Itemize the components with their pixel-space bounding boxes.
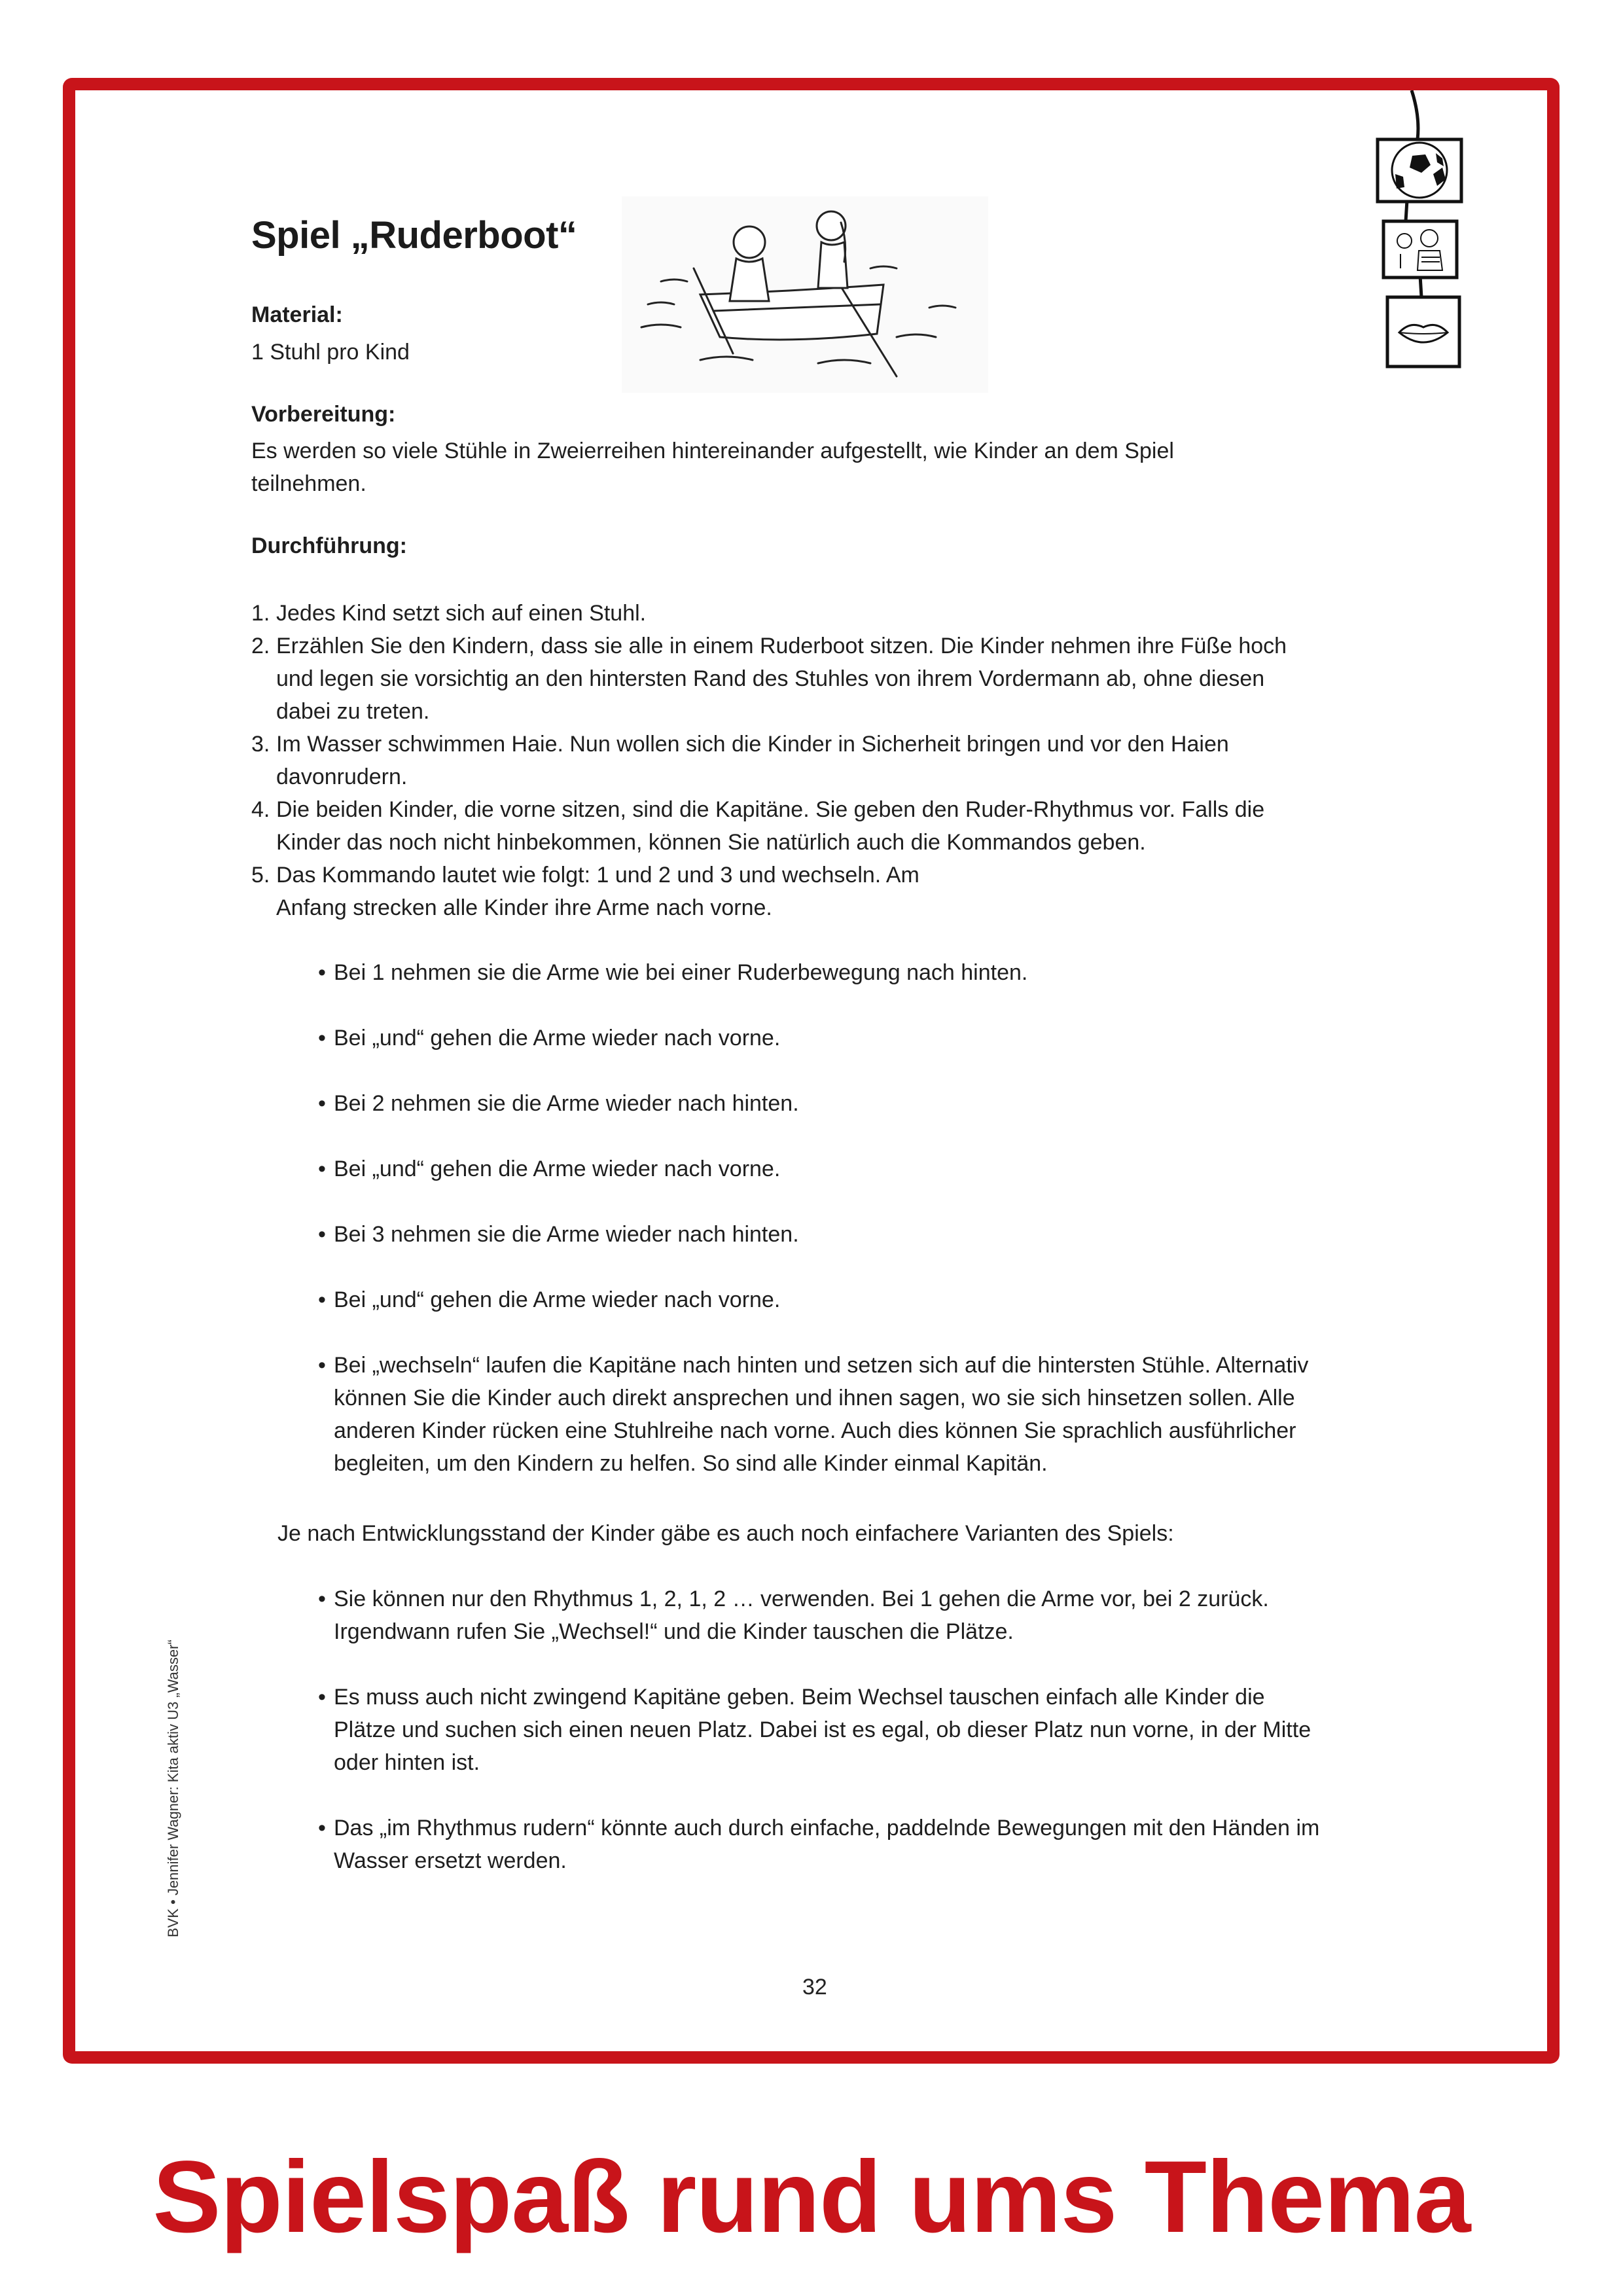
durchfuehrung-heading: Durchführung: (251, 533, 407, 558)
step-item (251, 859, 970, 924)
sidebar-credit: BVK • Jennifer Wagner: Kita aktiv U3 „Wasser“ (165, 1640, 181, 1937)
material-heading: Material: (251, 302, 343, 327)
commands-list (318, 956, 1378, 1480)
step-number: 2. (251, 634, 270, 658)
bullet-icon: • (318, 1816, 326, 1840)
bullet-icon: • (318, 1685, 326, 1710)
command-item (318, 1218, 1378, 1251)
command-item (318, 1153, 1378, 1185)
bullet-icon: • (318, 1026, 326, 1050)
step-text: Erzählen Sie den Kindern, dass sie alle in einem Ruderboot sitzen. Die Kinder nehmen ihre Füße hoch und legen sie vorsichtig an den hintersten Rand des Stuhles von ihrem Vordermann ab, ohne diesen dabei zu treten. (276, 634, 1287, 724)
varianten-intro: Je nach Entwicklungsstand der Kinder gäbe es auch noch einfachere Varianten des Spiels: (277, 1521, 1174, 1546)
variant-item (318, 1681, 1329, 1779)
bullet-icon: • (318, 960, 326, 985)
step-item (251, 793, 1297, 859)
variant-text: Es muss auch nicht zwingend Kapitäne geben. Beim Wechsel tauschen einfach alle Kinder die Plätze und suchen sich einen neuen Platz. Dabei ist es egal, ob dieser Platz nun vorne, in der Mitte oder hinten ist. (334, 1685, 1311, 1775)
bullet-icon: • (318, 1157, 326, 1181)
page-number: 32 (802, 1975, 827, 2000)
lips-icon (1387, 297, 1459, 367)
step-text: Die beiden Kinder, die vorne sitzen, sind die Kapitäne. Sie geben den Ruder-Rhythmus vor. Falls die Kinder das noch nicht hinbekommen, können Sie natürlich auch die Kommandos geben. (276, 797, 1265, 855)
material-text: 1 Stuhl pro Kind (251, 340, 410, 365)
vorbereitung-text: Es werden so viele Stühle in Zweierreihen hintereinander aufgestellt, wie Kinder an dem Spiel teilnehmen. (251, 439, 1174, 496)
bullet-icon: • (318, 1091, 326, 1116)
step-text: Das Kommando lautet wie folgt: 1 und 2 und 3 und wechseln. Am Anfang strecken alle Kinder ihre Arme nach vorne. (276, 863, 919, 920)
command-item (318, 1087, 1378, 1120)
step-number: 5. (251, 863, 270, 888)
steps-list (251, 597, 1351, 924)
bullet-icon: • (318, 1353, 326, 1378)
icon-mobile (1361, 90, 1492, 457)
step-item (251, 597, 1349, 630)
variant-item (318, 1812, 1394, 1877)
page-title: Spiel „Ruderboot“ (251, 214, 577, 257)
step-item (251, 630, 1310, 728)
command-text: Bei „und“ gehen die Arme wieder nach vorne. (334, 1026, 781, 1050)
variant-text: Das „im Rhythmus rudern“ könnte auch durch einfache, paddelnde Bewegungen mit den Händen im Wasser ersetzt werden. (334, 1816, 1320, 1873)
command-text: Bei 3 nehmen sie die Arme wieder nach hinten. (334, 1222, 799, 1247)
children-playing-icon (1383, 221, 1457, 278)
bullet-icon: • (318, 1587, 326, 1611)
step-number: 3. (251, 732, 270, 757)
step-text: Jedes Kind setzt sich auf einen Stuhl. (276, 601, 647, 626)
step-number: 1. (251, 601, 270, 626)
command-item (318, 1283, 1378, 1316)
command-text: Bei „wechseln“ laufen die Kapitäne nach hinten und setzen sich auf die hintersten Stühle. Alternativ können Sie die Kinder auch direkt ansprechen und ihnen sagen, wo sie sich hinsetzen sollen. Alle anderen Kinder rücken eine Stuhlreihe nach vorne. Auch dies können Sie sprachlich ausführlicher begleiten, um den Kindern zu helfen. So sind alle Kinder einmal Kapitän. (334, 1353, 1309, 1476)
variant-text: Sie können nur den Rhythmus 1, 2, 1, 2 … verwenden. Bei 1 gehen die Arme vor, bei 2 zurück. Irgendwann rufen Sie „Wechsel!“ und die Kinder tauschen die Plätze. (334, 1587, 1269, 1644)
variant-item (318, 1583, 1381, 1648)
vorbereitung-heading: Vorbereitung: (251, 402, 396, 427)
step-item (251, 728, 1323, 793)
command-text: Bei 1 nehmen sie die Arme wie bei einer Ruderbewegung nach hinten. (334, 960, 1028, 985)
command-text: Bei „und“ gehen die Arme wieder nach vorne. (334, 1157, 781, 1181)
football-icon (1378, 139, 1461, 202)
bullet-icon: • (318, 1287, 326, 1312)
command-item (318, 1349, 1361, 1480)
bullet-icon: • (318, 1222, 326, 1247)
step-text: Im Wasser schwimmen Haie. Nun wollen sich die Kinder in Sicherheit bringen und vor den Haien davonrudern. (276, 732, 1229, 789)
command-text: Bei „und“ gehen die Arme wieder nach vorne. (334, 1287, 781, 1312)
banner-title: Spielspaß rund ums Thema (152, 2140, 1471, 2254)
varianten-list (318, 1583, 1378, 1877)
step-number: 4. (251, 797, 270, 822)
command-item (318, 1022, 1378, 1054)
command-item (318, 956, 1378, 989)
command-text: Bei 2 nehmen sie die Arme wieder nach hinten. (334, 1091, 799, 1116)
